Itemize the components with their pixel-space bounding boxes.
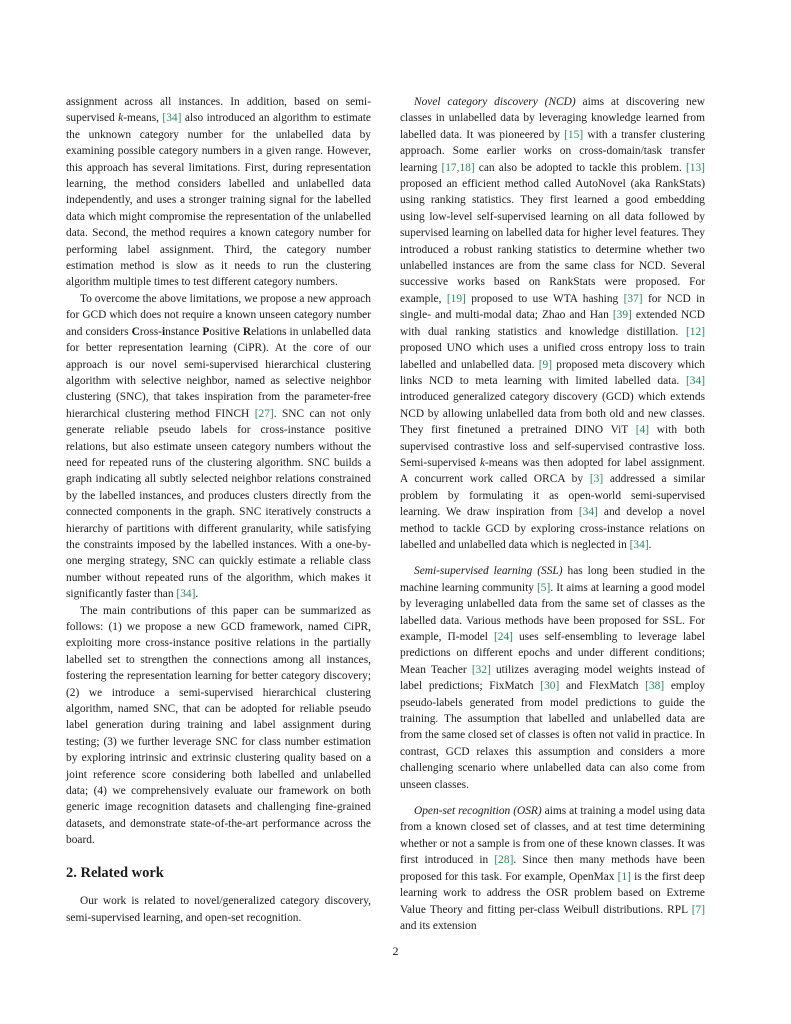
citation-link[interactable]: [28] [494, 854, 514, 867]
citation-link[interactable]: [37] [623, 292, 643, 305]
paragraph-contributions: The main contributions of this paper can be summarized as follows: (1) we propose a new GCD framework, named CiPR, exploiting more cross-instance positive relations in the partially labelled set to strengthen the connections among all instances, fostering the representation learning for better category discovery; (2) we introduce a semi-supervised hierarchical clustering algorithm, named SNC, that can be adopted for reliable pseudo label generation during training and label assignment during testing; (3) we further leverage SNC for class number estimation by exploring intrinsic and extrinsic clustering quality based on a joint reference score considering both labelled and unlabelled data; (4) we comprehensively evaluate our framework on both generic image recognition datasets and challenging fine-grained datasets, and demonstrate state-of-the-art performance across the board. [66, 604, 371, 847]
citation-link[interactable]: [5] [537, 581, 551, 594]
citation-link[interactable]: [12] [686, 325, 705, 338]
citation-link[interactable]: [9] [538, 358, 553, 371]
paragraph-ssl: Semi-supervised learning (SSL) has long been studied in the machine learning community [5]. It aims at learning a good model by leveraging unlabelled data from the same set of classes as the labelled data. Various methods have been proposed for SSL. For example, Π-model [24] uses self-ensembling to leverage label predictions on different epochs and under different conditions; Mean Teacher [32] utilizes averaging model weights instead of label predictions; FixMatch [30] and FlexMatch [38] employ pseudo-labels generated from model predictions to guide the training. The assumption that labelled and unlabelled data are from the same closed set of classes is often not valid in practice. In contrast, GCD relaxes this assumption and considers a more challenging scenario where unlabelled data can also come from unseen classes. [400, 565, 705, 791]
citation-link[interactable]: [39] [612, 309, 632, 322]
paragraph-approach: To overcome the above limitations, we propose a new approach for GCD which does not require a known unseen category number and considers Cross-instance Positive Relations in unlabelled data for better representation learning (CiPR). At the core of our approach is our novel semi-supervised hierarchical clustering algorithm with selective neighbor, named as selective neighbor clustering (SNC), that takes inspiration from the parameter-free hierarchical clustering method FINCH [27]. SNC can not only generate reliable pseudo labels for cross-instance positive relations, but also estimate unseen category numbers without the need for repeated runs of the clustering algorithm. SNC builds a graph indicating all subtly selected neighbor relations constrained by the labelled instances, and produces clusters directly from the connected components in the graph. SNC iteratively constructs a hierarchy of partitions with different granularity, while satisfying the constraints imposed by the labelled instances. With a one-by-one merging strategy, SNC can quickly estimate a reliable class number without repeated runs of the algorithm, which makes it significantly faster than [34]. [66, 292, 371, 601]
paragraph-intro-limitations: assignment across all instances. In addition, based on semi-supervised k-means, [34] also introduced an algorithm to estimate the unknown category number for the unlabelled data by examining possible category numbers in a given range. However, this approach has several limitations. First, during representation learning, the method considers labelled and unlabelled data independently, and uses a stronger training signal for the labelled data which might compromise the representation of the unlabelled data. Second, the method requires a known category number for performing label assignment. Third, the category number estimation method is slow as it needs to run the clustering algorithm multiple times to test different category numbers. [66, 96, 371, 289]
citation-link[interactable]: [19] [446, 292, 466, 305]
citation-link[interactable]: [1] [617, 870, 631, 883]
citation-link[interactable]: [3] [589, 473, 604, 486]
citation-link[interactable]: [34] [578, 506, 598, 519]
citation-link[interactable]: [30] [540, 680, 560, 693]
right-column [400, 94, 705, 934]
citation-link[interactable]: [38] [645, 680, 665, 693]
citation-link[interactable]: [34] [629, 538, 649, 551]
citation-link[interactable]: [13] [686, 161, 705, 174]
left-column [66, 94, 371, 926]
paragraph-related-intro: Our work is related to novel/generalized category discovery, semi-supervised learning, and open-set recognition. [66, 895, 371, 924]
paragraph-ncd: Novel category discovery (NCD) aims at discovering new classes in unlabelled data by leveraging knowledge learned from labelled data. It was pioneered by [15] with a transfer clustering approach. Some earlier works on cross-domain/task transfer learning [17,18] can also be adopted to tackle this problem. [13] proposed an efficient method called AutoNovel (aka RankStats) using ranking statistics. They first learned a good embedding using low-level self-supervised learning on all data followed by supervised learning on labelled data for higher level features. They introduced a robust ranking statistics to determine whether two unlabelled instances are from the same class for NCD. Several successive works based on RankStats were proposed. For example, [19] proposed to use WTA hashing [37] for NCD in single- and multi-modal data; Zhao and Han [39] extended NCD with dual ranking statistics and knowledge distillation. [12] proposed UNO which uses a unified cross entropy loss to train labelled and unlabelled data. [9] proposed meta discovery which links NCD to meta learning with limited labelled data. [34] introduced generalized category discovery (GCD) which extends NCD by allowing unlabelled data from both old and new classes. They first finetuned a pretrained DINO ViT [4] with both supervised contrastive loss and self-supervised contrastive loss. Semi-supervised k-means was then adopted for label assignment. A concurrent work called ORCA by [3] addressed a similar problem by formulating it as open-world semi-supervised learning. We draw inspiration from [34] and develop a novel method to tackle GCD by exploring cross-instance relations on labelled and unlabelled data which is neglected in [34]. [400, 96, 706, 551]
paragraph-osr: Open-set recognition (OSR) aims at training a model using data from a known closed set of classes, and at test time determining whether or not a sample is from one of these known classes. It was first introduced in [28]. Since then many methods have been proposed for this task. For example, OpenMax [1] is the first deep learning work to address the OSR problem based on Extreme Value Theory and fitting per-class Weibull distributions. RPL [7] and its extension [400, 805, 705, 932]
citation-link[interactable]: [32] [471, 663, 491, 676]
citation-link[interactable]: [27] [254, 407, 274, 420]
citation-link[interactable]: [34] [686, 374, 705, 387]
section-heading-related-work: 2. Related work [66, 864, 164, 881]
citation-link[interactable]: [7] [691, 903, 705, 916]
page-number: 2 [392, 944, 399, 958]
citation-link[interactable]: [4] [635, 424, 650, 437]
citation-link[interactable]: 18] [459, 161, 475, 174]
citation-link[interactable]: [34] [162, 112, 182, 125]
citation-link[interactable]: [15] [564, 128, 584, 141]
citation-link[interactable]: [34] [176, 588, 196, 601]
citation-link[interactable]: [24] [493, 631, 513, 643]
citation-link[interactable]: [17, [441, 161, 460, 174]
